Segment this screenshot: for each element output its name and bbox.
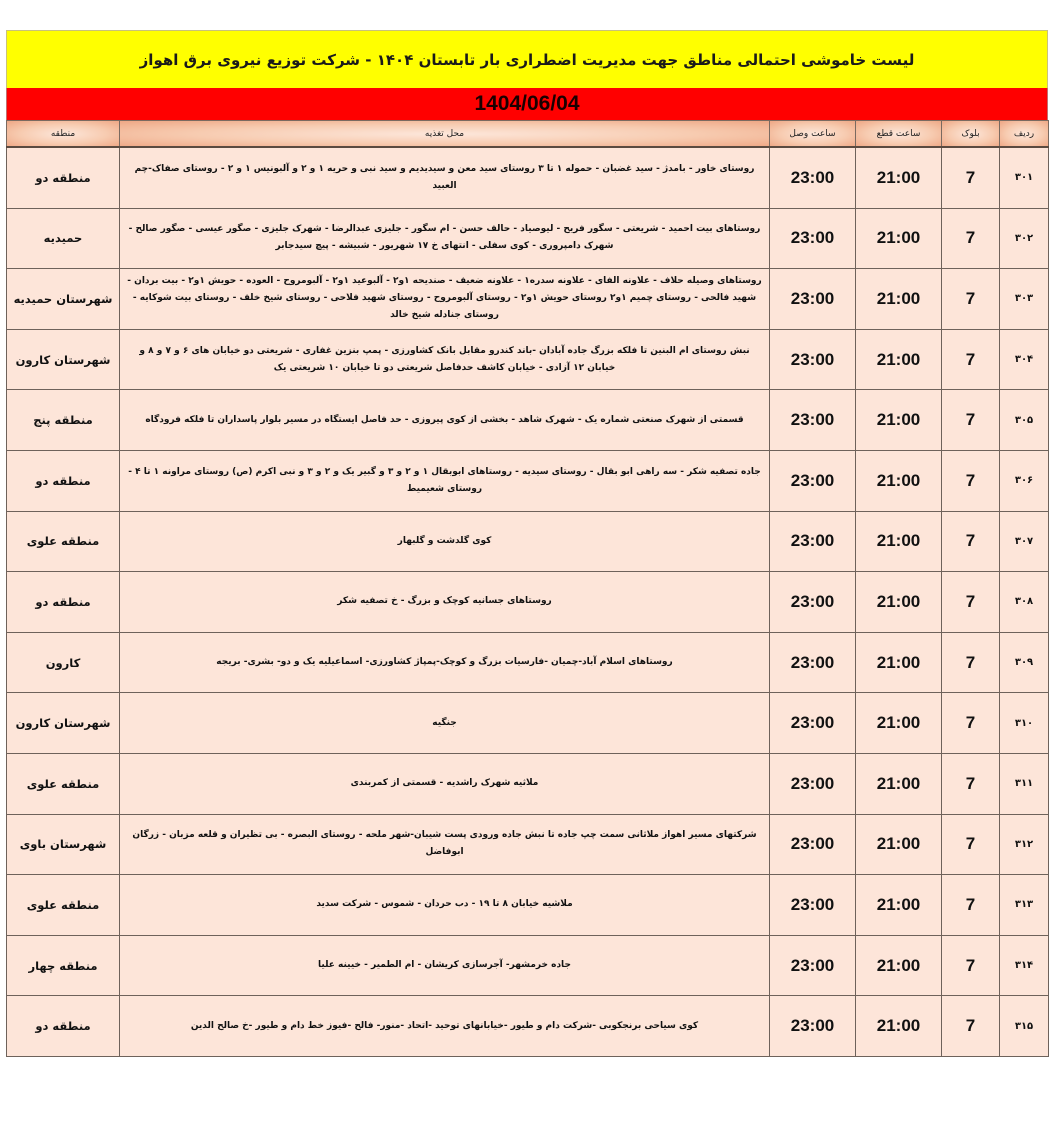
table-row (7, 390, 1049, 451)
feed-location: روستاهای وصیله حلاف - علاونه الفای - علاونه سدره۱ - علاونه ضعیف - صندیحه ۱و۲ - آلبوعید ۱و۲ - آلبومروح - العوده - حویش ۱و۲ - بیت بردان - شهید فالحی - روستای چمیم ۱و۲ روستای حویش ۱و۲ - روستای آلبومروح - روستای شهید فلاحی - روستای شیخ خلف - روستای بیت شوکایه - روستای جنادله شیخ خالد (120, 269, 770, 330)
outage-table (6, 120, 1049, 1057)
cut-time: 21:00 (856, 269, 942, 330)
row-number: ۳۱۲ (1000, 814, 1049, 875)
block-number: 7 (942, 996, 1000, 1057)
header-radif: ردیف (1000, 121, 1049, 148)
row-number: ۳۱۱ (1000, 753, 1049, 814)
feed-location: قسمتی از شهرک صنعتی شماره یک - شهرک شاهد - بخشی از کوی پیروزی - حد فاصل ایستگاه در مسیر بلوار پاسداران تا فلکه فرودگاه (120, 390, 770, 451)
feed-location: جاده خرمشهر- آجرسازی کریشان - ام الطمیر - خیینه علیا (120, 935, 770, 996)
cut-time: 21:00 (856, 572, 942, 633)
block-number: 7 (942, 269, 1000, 330)
row-number: ۳۰۲ (1000, 208, 1049, 269)
table-row (7, 996, 1049, 1057)
cut-time: 21:00 (856, 329, 942, 390)
table-row (7, 572, 1049, 633)
feed-location: روستاهای اسلام آباد-چمیان -فارسیات بزرگ و کوچک-پمپاژ کشاورزی- اسماعیلیه یک و دو- بشری- بریجه (120, 632, 770, 693)
block-number: 7 (942, 147, 1000, 208)
feed-location: شرکتهای مسیر اهواز ملاثانی سمت چپ جاده تا نبش جاده ورودی پست شیبان-شهر ملحه - روستای البصره - بی تظیران و قلعه مزبان - زرگان ابوفاضل (120, 814, 770, 875)
table-row (7, 450, 1049, 511)
region-name: منطقه علوی (7, 511, 120, 572)
feed-location: جنگیه (120, 693, 770, 754)
connect-time: 23:00 (770, 390, 856, 451)
feed-location: کوی گلدشت و گلبهار (120, 511, 770, 572)
cut-time: 21:00 (856, 208, 942, 269)
row-number: ۳۰۵ (1000, 390, 1049, 451)
region-name: منطقه چهار (7, 935, 120, 996)
region-name: حمیدیه (7, 208, 120, 269)
row-number: ۳۱۰ (1000, 693, 1049, 754)
table-row (7, 814, 1049, 875)
table-row (7, 208, 1049, 269)
block-number: 7 (942, 572, 1000, 633)
region-name: شهرستان باوی (7, 814, 120, 875)
block-number: 7 (942, 875, 1000, 936)
row-number: ۳۱۴ (1000, 935, 1049, 996)
region-name: شهرستان کارون (7, 693, 120, 754)
block-number: 7 (942, 693, 1000, 754)
connect-time: 23:00 (770, 572, 856, 633)
row-number: ۳۰۳ (1000, 269, 1049, 330)
block-number: 7 (942, 753, 1000, 814)
block-number: 7 (942, 814, 1000, 875)
table-row (7, 875, 1049, 936)
row-number: ۳۰۶ (1000, 450, 1049, 511)
region-name: منطقه دو (7, 572, 120, 633)
cut-time: 21:00 (856, 996, 942, 1057)
table-row (7, 329, 1049, 390)
connect-time: 23:00 (770, 511, 856, 572)
region-name: شهرستان حمیدیه (7, 269, 120, 330)
block-number: 7 (942, 450, 1000, 511)
region-name: منطقه دو (7, 996, 120, 1057)
connect-time: 23:00 (770, 329, 856, 390)
schedule-date: 1404/06/04 (474, 92, 580, 115)
row-number: ۳۰۴ (1000, 329, 1049, 390)
table-row (7, 147, 1049, 208)
row-number: ۳۰۹ (1000, 632, 1049, 693)
connect-time: 23:00 (770, 875, 856, 936)
header-connect-time: ساعت وصل (770, 121, 856, 148)
date-banner (6, 88, 1048, 120)
feed-location: روستاهای جسانیه کوچک و بزرگ - خ تصفیه شکر (120, 572, 770, 633)
connect-time: 23:00 (770, 935, 856, 996)
table-body (7, 147, 1049, 1056)
feed-location: روستاهای بیت احمید - شریعتی - سگور فریح - لیوصیاد - حالف حسن - ام سگور - جلیزی عبدالرضا - شهرک جلیزی - صگور عیسی - صگور صالح - شهرک دامپروری - کوی سفلی - انتهای خ ۱۷ شهریور - شبیشه - پیچ سیدجابر (120, 208, 770, 269)
connect-time: 23:00 (770, 632, 856, 693)
feed-location: نبش روستای ام البنین تا فلکه بزرگ جاده آبادان -باند کندرو مقابل بانک کشاورزی - پمپ بنزین غفاری - شریعتی دو خیابان های ۶ و ۷ و ۸ و خیابان ۱۲ آزادی - خیابان کاشف حدفاصل شریعتی دو تا خیابان ۱۰ شریعتی یک (120, 329, 770, 390)
region-name: منطقه علوی (7, 753, 120, 814)
block-number: 7 (942, 329, 1000, 390)
table-header-row (7, 121, 1049, 148)
region-name: منطقه دو (7, 450, 120, 511)
cut-time: 21:00 (856, 814, 942, 875)
header-cut-time: ساعت قطع (856, 121, 942, 148)
connect-time: 23:00 (770, 147, 856, 208)
row-number: ۳۰۷ (1000, 511, 1049, 572)
cut-time: 21:00 (856, 632, 942, 693)
cut-time: 21:00 (856, 390, 942, 451)
row-number: ۳۰۱ (1000, 147, 1049, 208)
row-number: ۳۱۵ (1000, 996, 1049, 1057)
feed-location: جاده تصفیه شکر - سه راهی ابو بقال - روستای سیدیه - روستاهای ابوبقال ۱ و ۲ و ۳ و گبیر یک و ۲ و ۳ و نبی اکرم (ص) روستای مراونه ۱ تا ۴ - روستای شعیمیط (120, 450, 770, 511)
block-number: 7 (942, 511, 1000, 572)
block-number: 7 (942, 208, 1000, 269)
cut-time: 21:00 (856, 935, 942, 996)
table-row (7, 269, 1049, 330)
feed-location: روستای خاور - بامدژ - سید غضبان - حموله ۱ تا ۳ روستای سید معن و سیدیدیم و سید نبی و حریه ۱ و ۲ و آلبونیس ۱ و ۲ - روستای صفاک-چم العبید (120, 147, 770, 208)
connect-time: 23:00 (770, 693, 856, 754)
block-number: 7 (942, 935, 1000, 996)
feed-location: ملاثیه شهرک راشدیه - قسمتی از کمربندی (120, 753, 770, 814)
header-feed-location: محل تغذیه (120, 121, 770, 148)
block-number: 7 (942, 632, 1000, 693)
table-row (7, 753, 1049, 814)
connect-time: 23:00 (770, 269, 856, 330)
row-number: ۳۰۸ (1000, 572, 1049, 633)
header-block: بلوک (942, 121, 1000, 148)
outage-schedule-sheet (6, 30, 1048, 1057)
connect-time: 23:00 (770, 996, 856, 1057)
region-name: کارون (7, 632, 120, 693)
connect-time: 23:00 (770, 814, 856, 875)
feed-location: کوی سیاحی برنجکوبی -شرکت دام و طیور -خیابانهای توحید -اتحاد -منور- فالح -فیوز خط دام و طیور -خ صالح الدین (120, 996, 770, 1057)
cut-time: 21:00 (856, 753, 942, 814)
header-region: منطقه (7, 121, 120, 148)
cut-time: 21:00 (856, 511, 942, 572)
cut-time: 21:00 (856, 147, 942, 208)
table-row (7, 511, 1049, 572)
region-name: منطقه دو (7, 147, 120, 208)
table-row (7, 693, 1049, 754)
connect-time: 23:00 (770, 753, 856, 814)
document-title: لیست خاموشی احتمالی مناطق جهت مدیریت اضطراری بار تابستان ۱۴۰۴ - شرکت توزیع نیروی برق اهواز (139, 50, 915, 69)
row-number: ۳۱۳ (1000, 875, 1049, 936)
connect-time: 23:00 (770, 208, 856, 269)
connect-time: 23:00 (770, 450, 856, 511)
region-name: شهرستان کارون (7, 329, 120, 390)
cut-time: 21:00 (856, 450, 942, 511)
region-name: منطقه علوی (7, 875, 120, 936)
table-row (7, 935, 1049, 996)
table-row (7, 632, 1049, 693)
cut-time: 21:00 (856, 875, 942, 936)
feed-location: ملاشیه خیابان ۸ تا ۱۹ - دب حردان - شموس - شرکت سدید (120, 875, 770, 936)
block-number: 7 (942, 390, 1000, 451)
region-name: منطقه پنج (7, 390, 120, 451)
cut-time: 21:00 (856, 693, 942, 754)
title-banner (6, 30, 1048, 88)
